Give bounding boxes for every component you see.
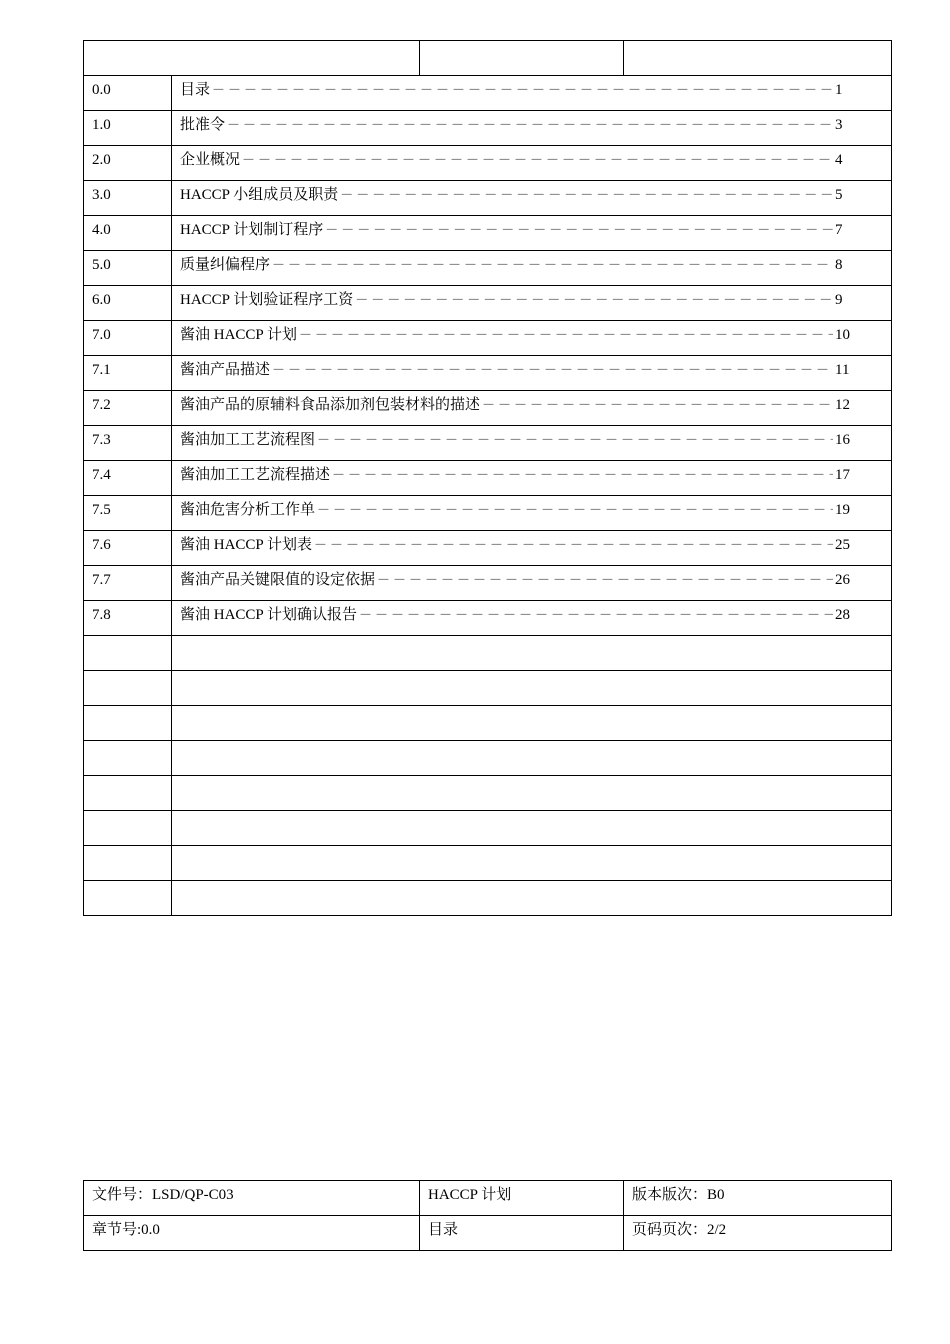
dot-leader bbox=[299, 321, 833, 349]
toc-title: 批准令 bbox=[180, 117, 226, 133]
empty-cell bbox=[172, 636, 892, 671]
toc-entry bbox=[172, 181, 892, 216]
header-row bbox=[84, 41, 892, 76]
empty-row bbox=[84, 776, 892, 811]
toc-row bbox=[84, 461, 892, 496]
toc-title: 酱油产品关键限值的设定依据 bbox=[180, 572, 376, 588]
empty-row bbox=[84, 811, 892, 846]
dot-leader bbox=[377, 566, 833, 594]
toc-entry bbox=[172, 496, 892, 531]
empty-cell bbox=[172, 671, 892, 706]
page-number: 页码页次：2/2 bbox=[624, 1216, 892, 1251]
toc-entry bbox=[172, 146, 892, 181]
toc-title: 酱油加工工艺流程图 bbox=[180, 432, 316, 448]
toc-row bbox=[84, 391, 892, 426]
toc-title: 酱油危害分析工作单 bbox=[180, 502, 316, 518]
dot-leader bbox=[359, 601, 833, 629]
toc-number: 0.0 bbox=[84, 76, 172, 111]
toc-page: 1 bbox=[835, 82, 843, 98]
toc-row bbox=[84, 216, 892, 251]
toc-row bbox=[84, 146, 892, 181]
empty-row bbox=[84, 636, 892, 671]
header-cell bbox=[84, 41, 420, 76]
toc-entry bbox=[172, 111, 892, 146]
dot-leader bbox=[227, 111, 833, 139]
empty-cell bbox=[84, 636, 172, 671]
empty-cell bbox=[84, 671, 172, 706]
toc-title: 质量纠偏程序 bbox=[180, 257, 271, 273]
empty-cell bbox=[172, 776, 892, 811]
toc-number: 7.4 bbox=[84, 461, 172, 496]
empty-cell bbox=[84, 776, 172, 811]
dot-leader bbox=[272, 356, 833, 384]
header-cell bbox=[624, 41, 892, 76]
toc-number: 7.3 bbox=[84, 426, 172, 461]
toc-number: 6.0 bbox=[84, 286, 172, 321]
doc-number: 文件号：LSD/QP-C03 bbox=[84, 1181, 420, 1216]
toc-number: 1.0 bbox=[84, 111, 172, 146]
toc-page: 5 bbox=[835, 187, 843, 203]
toc-page: 3 bbox=[835, 117, 843, 133]
empty-row bbox=[84, 846, 892, 881]
empty-cell bbox=[172, 881, 892, 916]
toc-row bbox=[84, 601, 892, 636]
toc-page: 19 bbox=[835, 502, 850, 518]
toc-row bbox=[84, 76, 892, 111]
toc-table bbox=[83, 40, 892, 916]
empty-cell bbox=[84, 741, 172, 776]
contents-label: 目录 bbox=[420, 1216, 624, 1251]
empty-cell bbox=[172, 741, 892, 776]
toc-row bbox=[84, 251, 892, 286]
toc-page: 4 bbox=[835, 152, 843, 168]
toc-row bbox=[84, 496, 892, 531]
toc-title: 企业概况 bbox=[180, 152, 241, 168]
toc-entry bbox=[172, 321, 892, 356]
toc-number: 4.0 bbox=[84, 216, 172, 251]
dot-leader bbox=[355, 286, 833, 314]
empty-cell bbox=[172, 706, 892, 741]
toc-entry bbox=[172, 461, 892, 496]
empty-cell bbox=[84, 706, 172, 741]
dot-leader bbox=[272, 251, 833, 279]
toc-title: 酱油 HACCP 计划表 bbox=[180, 537, 312, 553]
toc-entry bbox=[172, 426, 892, 461]
toc-entry bbox=[172, 566, 892, 601]
toc-number: 7.6 bbox=[84, 531, 172, 566]
toc-entry bbox=[172, 601, 892, 636]
empty-cell bbox=[172, 811, 892, 846]
toc-row bbox=[84, 426, 892, 461]
empty-cell bbox=[84, 811, 172, 846]
version: 版本版次：B0 bbox=[624, 1181, 892, 1216]
toc-row bbox=[84, 321, 892, 356]
empty-row bbox=[84, 671, 892, 706]
toc-page: 28 bbox=[835, 607, 850, 623]
dot-leader bbox=[340, 181, 833, 209]
toc-row bbox=[84, 286, 892, 321]
toc-number: 7.5 bbox=[84, 496, 172, 531]
toc-entry bbox=[172, 391, 892, 426]
toc-title: 酱油产品的原辅料食品添加剂包装材料的描述 bbox=[180, 397, 481, 413]
toc-entry bbox=[172, 356, 892, 391]
toc-title: 酱油产品描述 bbox=[180, 362, 271, 378]
toc-title: 酱油 HACCP 计划确认报告 bbox=[180, 607, 357, 623]
toc-row bbox=[84, 531, 892, 566]
dot-leader bbox=[332, 461, 833, 489]
section-number: 章节号:0.0 bbox=[84, 1216, 420, 1251]
dot-leader bbox=[317, 496, 833, 524]
toc-number: 7.1 bbox=[84, 356, 172, 391]
toc-row bbox=[84, 111, 892, 146]
toc-row bbox=[84, 566, 892, 601]
toc-number: 3.0 bbox=[84, 181, 172, 216]
empty-cell bbox=[84, 846, 172, 881]
toc-entry bbox=[172, 216, 892, 251]
toc-number: 5.0 bbox=[84, 251, 172, 286]
toc-title: 酱油加工工艺流程描述 bbox=[180, 467, 331, 483]
footer-row bbox=[84, 1216, 892, 1251]
dot-leader bbox=[242, 146, 833, 174]
toc-title: 酱油 HACCP 计划 bbox=[180, 327, 297, 343]
toc-title: HACCP 计划验证程序工资 bbox=[180, 292, 354, 308]
toc-title: HACCP 小组成员及职责 bbox=[180, 187, 339, 203]
toc-page: 7 bbox=[835, 222, 843, 238]
toc-page: 12 bbox=[835, 397, 850, 413]
toc-row bbox=[84, 181, 892, 216]
dot-leader bbox=[212, 76, 833, 104]
toc-row bbox=[84, 356, 892, 391]
toc-page: 17 bbox=[835, 467, 850, 483]
toc-number: 7.0 bbox=[84, 321, 172, 356]
empty-row bbox=[84, 706, 892, 741]
toc-page: 8 bbox=[835, 257, 843, 273]
toc-page: 11 bbox=[835, 362, 850, 378]
footer-row bbox=[84, 1181, 892, 1216]
toc-page: 26 bbox=[835, 572, 850, 588]
toc-entry bbox=[172, 531, 892, 566]
plan-name: HACCP 计划 bbox=[420, 1181, 624, 1216]
toc-title: 目录 bbox=[180, 82, 211, 98]
toc-title: HACCP 计划制订程序 bbox=[180, 222, 324, 238]
toc-number: 7.2 bbox=[84, 391, 172, 426]
toc-page: 10 bbox=[835, 327, 850, 343]
empty-row bbox=[84, 881, 892, 916]
toc-page: 9 bbox=[835, 292, 843, 308]
toc-entry bbox=[172, 76, 892, 111]
empty-cell bbox=[84, 881, 172, 916]
dot-leader bbox=[325, 216, 833, 244]
toc-number: 2.0 bbox=[84, 146, 172, 181]
toc-number: 7.7 bbox=[84, 566, 172, 601]
dot-leader bbox=[317, 426, 833, 454]
footer-table bbox=[83, 1180, 892, 1251]
dot-leader bbox=[482, 391, 833, 419]
header-cell bbox=[420, 41, 624, 76]
toc-body bbox=[84, 41, 892, 916]
toc-entry bbox=[172, 286, 892, 321]
toc-entry bbox=[172, 251, 892, 286]
toc-page: 16 bbox=[835, 432, 850, 448]
empty-cell bbox=[172, 846, 892, 881]
dot-leader bbox=[314, 531, 833, 559]
toc-page: 25 bbox=[835, 537, 850, 553]
toc-number: 7.8 bbox=[84, 601, 172, 636]
empty-row bbox=[84, 741, 892, 776]
